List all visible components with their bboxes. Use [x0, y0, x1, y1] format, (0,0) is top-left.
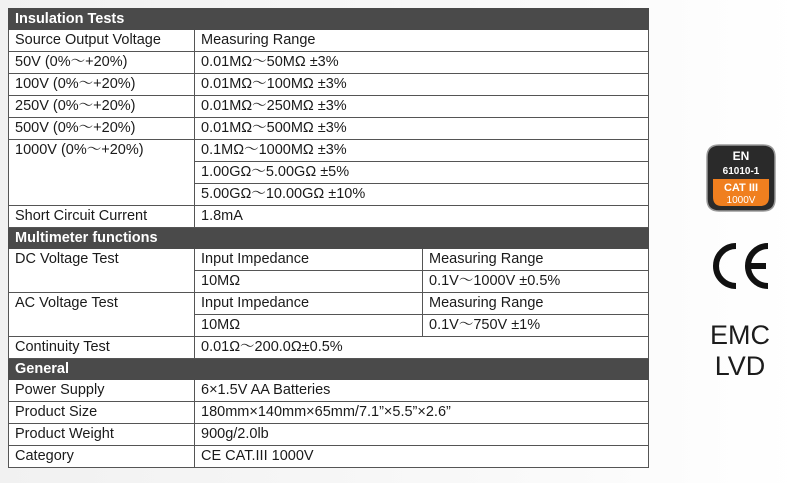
section-header-general	[9, 359, 649, 380]
section-title: General	[9, 359, 649, 380]
badge-line-standard: 61010-1	[722, 166, 760, 177]
ce-mark-icon	[706, 240, 776, 292]
source-voltage-cell: 1000V (0%～+20%)	[9, 140, 195, 206]
section-header-multimeter	[9, 228, 649, 249]
table-row	[9, 380, 649, 402]
source-voltage-cell: 100V (0%～+20%)	[9, 74, 195, 96]
general-label: Category	[9, 446, 195, 468]
section-title: Insulation Tests	[9, 9, 649, 30]
general-label: Power Supply	[9, 380, 195, 402]
measuring-range-cell: 0.01MΩ～500MΩ ±3%	[195, 118, 649, 140]
ac-impedance-label: Input Impedance	[195, 293, 423, 315]
measuring-range-cell: 0.01MΩ～50MΩ ±3%	[195, 52, 649, 74]
table-row	[9, 446, 649, 468]
measuring-range-cell: 0.1MΩ～1000MΩ ±3%	[195, 140, 649, 162]
short-circuit-value: 1.8mA	[195, 206, 649, 228]
compliance-marks	[700, 320, 780, 382]
table-row	[9, 118, 649, 140]
badge-line-voltage: 1000V	[726, 195, 756, 206]
dc-range-label: Measuring Range	[423, 249, 649, 271]
lvd-label: LVD	[714, 351, 766, 381]
ac-range-label: Measuring Range	[423, 293, 649, 315]
general-value: 6×1.5V AA Batteries	[195, 380, 649, 402]
section-header-insulation	[9, 9, 649, 30]
dc-impedance-value: 10MΩ	[195, 271, 423, 293]
table-row	[9, 52, 649, 74]
badge-line-en: EN	[732, 149, 750, 163]
dc-range-value: 0.1V～1000V ±0.5%	[423, 271, 649, 293]
table-row	[9, 402, 649, 424]
table-row	[9, 96, 649, 118]
general-value: CE CAT.III 1000V	[195, 446, 649, 468]
table-row	[9, 30, 649, 52]
general-label: Product Size	[9, 402, 195, 424]
ac-voltage-label: AC Voltage Test	[9, 293, 195, 337]
dc-impedance-label: Input Impedance	[195, 249, 423, 271]
table-row	[9, 424, 649, 446]
continuity-label: Continuity Test	[9, 337, 195, 359]
spec-table	[8, 8, 649, 468]
short-circuit-label: Short Circuit Current	[9, 206, 195, 228]
ac-range-value: 0.1V～750V ±1%	[423, 315, 649, 337]
cat-iii-badge-icon	[705, 143, 777, 213]
measuring-range-cell: 1.00GΩ～5.00GΩ ±5%	[195, 162, 649, 184]
general-value: 900g/2.0lb	[195, 424, 649, 446]
general-value: 180mm×140mm×65mm/7.1”×5.5”×2.6”	[195, 402, 649, 424]
spec-sheet	[8, 8, 648, 468]
table-row	[9, 337, 649, 359]
table-row	[9, 293, 649, 315]
column-header-source: Source Output Voltage	[9, 30, 195, 52]
table-row	[9, 206, 649, 228]
ac-impedance-value: 10MΩ	[195, 315, 423, 337]
column-header-range: Measuring Range	[195, 30, 649, 52]
general-label: Product Weight	[9, 424, 195, 446]
measuring-range-cell: 0.01MΩ～250MΩ ±3%	[195, 96, 649, 118]
dc-voltage-label: DC Voltage Test	[9, 249, 195, 293]
badge-line-category: CAT III	[723, 182, 759, 194]
table-row	[9, 140, 649, 162]
measuring-range-cell: 0.01MΩ～100MΩ ±3%	[195, 74, 649, 96]
source-voltage-cell: 250V (0%～+20%)	[9, 96, 195, 118]
measuring-range-cell: 5.00GΩ～10.00GΩ ±10%	[195, 184, 649, 206]
table-row	[9, 74, 649, 96]
emc-label: EMC	[710, 320, 770, 350]
section-title: Multimeter functions	[9, 228, 649, 249]
table-row	[9, 249, 649, 271]
continuity-value: 0.01Ω～200.0Ω±0.5%	[195, 337, 649, 359]
source-voltage-cell: 50V (0%～+20%)	[9, 52, 195, 74]
source-voltage-cell: 500V (0%～+20%)	[9, 118, 195, 140]
